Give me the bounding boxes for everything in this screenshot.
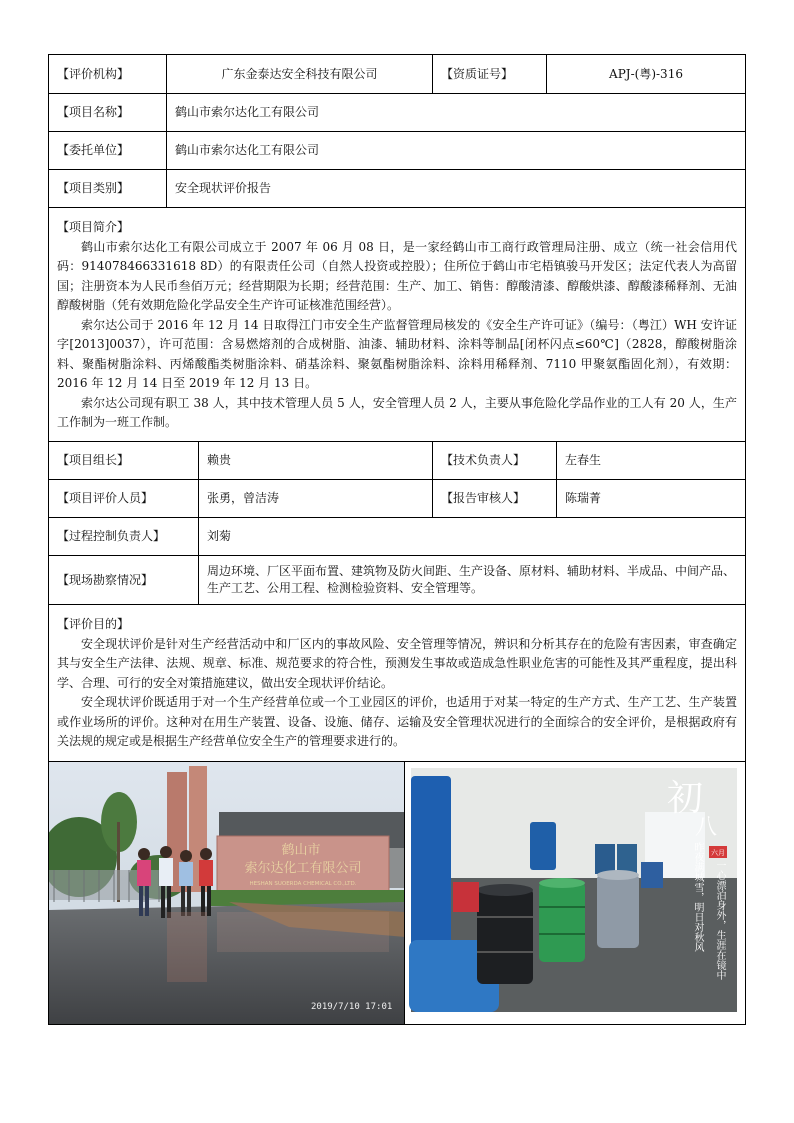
project-intro <box>49 208 745 442</box>
overlay-poem-1: 一心漂泊身外，生涯在镜中 <box>714 860 725 980</box>
sign-line2: 索尔达化工有限公司 <box>244 861 362 876</box>
site-value: 周边环境、厂区平面布置、建筑物及防火间距、生产设备、原材料、辅助材料、半成品、中间产品、生产工艺、公用工程、检测检验资料、安全管理等。 <box>207 564 736 595</box>
evaluation-purpose <box>49 605 745 762</box>
sign-line3: HESHAN SUOERDA CHEMICAL CO.,LTD. <box>249 881 357 887</box>
intro-paragraph: 鹤山市索尔达化工有限公司成立于 2007 年 06 月 08 日，是一家经鹤山市工商行政管理局注册、成立（统一社会信用代码：914078466331618 8D）的有限责任公司（自然人投资或控股）；住所位于鹤山市宅梧镇骏马开发区；法定代表人为高留国；注册资本为人民币叁佰万元；经营期限为长期；经营范围：生产、加工、销售：醇酸清漆、醇酸烘漆、醇酸漆稀释剂、无油醇酸树脂（凭有效期危险化学品安全生产许可证核准范围经营）。 <box>57 239 737 312</box>
cert-value: APJ-(粤)-316 <box>609 66 683 81</box>
process-row <box>49 518 745 556</box>
client-row <box>49 132 745 170</box>
project-name-value: 鹤山市索尔达化工有限公司 <box>175 105 320 119</box>
photo-timestamp: 2019/7/10 17:01 <box>311 1002 393 1012</box>
report-sheet <box>48 54 746 1025</box>
category-label: 【项目类别】 <box>49 170 167 207</box>
photo-row <box>49 762 745 1024</box>
org-value: 广东金泰达安全科技有限公司 <box>167 55 433 93</box>
factory-gate-photo <box>49 762 405 1024</box>
tech-label: 【技术负责人】 <box>433 442 557 479</box>
client-label: 【委托单位】 <box>49 132 167 169</box>
category-row <box>49 170 745 208</box>
category-value: 安全现状评价报告 <box>175 181 272 195</box>
storage-room-photo <box>405 762 745 1024</box>
overlay-char: 八 <box>695 815 718 840</box>
overlay-big-char: 初 <box>667 778 704 819</box>
intro-paragraph: 索尔达公司于 2016 年 12 月 14 日取得江门市安全生产监督管理局核发的《安全生产许可证》（编号：（粤江）WH 安许证字[2013]0037），许可范围：含易燃熔剂的合成树脂、油漆、辅助材料、涂料等制品[闭杯闪点≤60℃]（2828，醇酸树脂涂料、聚酯树脂涂料、丙烯酸酯类树脂涂料、硝基涂料、聚氨酯树脂涂料、涂料用稀释剂、7110 甲聚氨酯固化剂），有效期：2016 年 12 月 14 日至 2019 年 12 月 13 日。 <box>57 317 737 390</box>
site-row <box>49 556 745 605</box>
evaluators-row <box>49 480 745 518</box>
client-value: 鹤山市索尔达化工有限公司 <box>175 143 320 157</box>
purpose-paragraph: 安全现状评价是针对生产经营活动中和厂区内的事故风险、安全管理等情况，辨识和分析其存在的危险有害因素，审查确定其与安全生产法律、法规、规章、标准、规范要求的符合性，预测发生事故或造成急性职业危害的可能性及其严重程度，提出科学、合理、可行的安全对策措施建议，做出安全现状评价结论。 <box>57 636 737 690</box>
process-label: 【过程控制负责人】 <box>49 518 199 555</box>
leader-row <box>49 442 745 480</box>
overlay-badge: 六月 <box>711 849 725 857</box>
evaluators-label: 【项目评价人员】 <box>49 480 199 517</box>
purpose-paragraph: 安全现状评价既适用于对一个生产经营单位或一个工业园区的评价，也适用于对某一特定的生产方式、生产工艺、生产装置或作业场所的评价。这种对在用生产装置、设备、设施、储存、运输及安全管理状况进行的全面综合的安全评价，是根据政府有关法规的规定或是根据生产经营单位安全生产的管理要求进行的。 <box>57 695 737 748</box>
project-name-row <box>49 94 745 132</box>
org-label: 【评价机构】 <box>49 55 167 93</box>
evaluators-value: 张勇，曾洁涛 <box>199 480 433 517</box>
leader-value: 赖贵 <box>199 442 433 479</box>
site-label: 【现场勘察情况】 <box>49 556 199 604</box>
intro-paragraph: 索尔达公司现有职工 38 人，其中技术管理人员 5 人，安全管理人员 2 人，主要从事危险化学品作业的工人有 20 人，生产工作制为一班工作制。 <box>57 395 737 429</box>
purpose-heading: 【评价目的】 <box>57 617 130 631</box>
leader-label: 【项目组长】 <box>49 442 199 479</box>
factory-gate-image <box>49 762 405 1024</box>
cert-label: 【资质证号】 <box>433 55 547 93</box>
project-name-label: 【项目名称】 <box>49 94 167 131</box>
tech-value: 左春生 <box>565 453 602 467</box>
overlay-poem-2: 昨夜满城雪，明日对秋风 <box>692 842 703 952</box>
reviewer-label: 【报告审核人】 <box>433 480 557 517</box>
reviewer-value: 陈瑞菁 <box>565 491 602 505</box>
org-row <box>49 55 745 94</box>
process-value: 刘菊 <box>207 529 232 543</box>
intro-heading: 【项目简介】 <box>57 220 130 234</box>
sign-line1: 鹤山市 <box>281 843 321 858</box>
